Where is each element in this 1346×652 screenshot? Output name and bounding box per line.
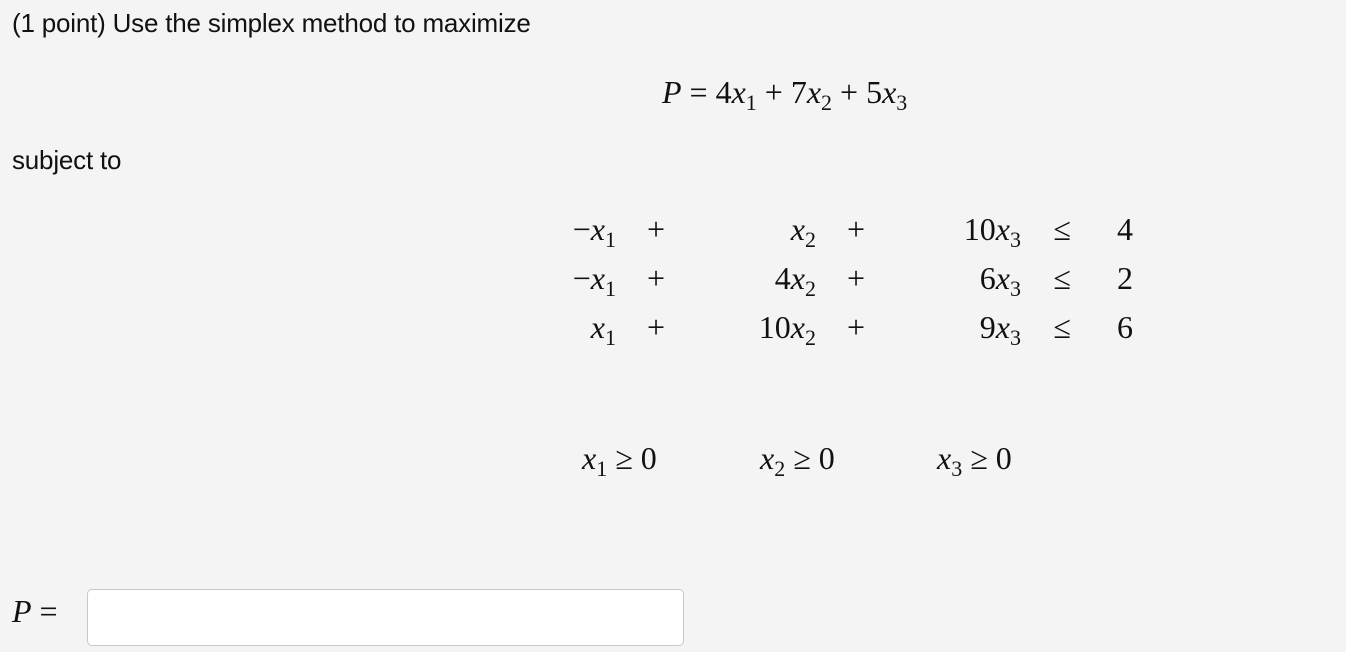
objective-term-2: $7x_2$ (790, 74, 833, 115)
objective-plus-2: + (840, 74, 859, 110)
constraint-relation: ≤ (1053, 260, 1071, 296)
constraint-term-x2: $x_2$ (790, 211, 816, 252)
constraint-rhs: 2 (1117, 260, 1133, 296)
constraint-term-x3: $10x_3$ (963, 211, 1021, 252)
constraint-term-x3: $9x_3$ (979, 309, 1021, 350)
constraint-row (540, 254, 1133, 303)
constraint-table (540, 205, 1133, 352)
problem-header: (1 point) Use the simplex method to maximize (12, 8, 531, 38)
constraint-plus: + (846, 309, 866, 345)
objective-term-3: $5x_3$ (866, 74, 908, 115)
subject-to-label: subject to (12, 145, 122, 175)
objective-equals: = (689, 74, 708, 110)
constraint-term-x2: $4x_2$ (774, 260, 816, 301)
constraint-relation: ≤ (1053, 309, 1071, 345)
constraint-rhs: 6 (1117, 309, 1133, 345)
constraint-row (540, 303, 1133, 352)
constraint-row (540, 205, 1133, 254)
constraint-plus: + (646, 309, 666, 345)
constraint-term-x1: $-x_1$ (572, 211, 616, 252)
constraint-term-x1: $x_1$ (590, 309, 616, 350)
objective-term-1: $4x_1$ (715, 74, 757, 115)
constraint-plus: + (646, 211, 666, 247)
objective-lhs: P (662, 74, 682, 110)
constraint-term-x3: $6x_3$ (979, 260, 1021, 301)
constraint-rhs: 4 (1117, 211, 1133, 247)
answer-label: P = (12, 593, 58, 629)
constraint-term-x2: $10x_2$ (758, 309, 816, 350)
constraint-plus: + (646, 260, 666, 296)
constraint-plus: + (846, 260, 866, 296)
constraint-plus: + (846, 211, 866, 247)
answer-input[interactable] (87, 589, 684, 646)
constraint-term-x1: $-x_1$ (572, 260, 616, 301)
objective-function (662, 74, 908, 115)
constraint-relation: ≤ (1053, 211, 1071, 247)
nonnegativity-x1: $x_1 \ge 0$ (582, 440, 657, 481)
nonnegativity-x2: $x_2 \ge 0$ (760, 440, 835, 481)
objective-plus-1: + (764, 74, 783, 110)
nonnegativity-x3: $x_3 \ge 0$ (937, 440, 1012, 481)
